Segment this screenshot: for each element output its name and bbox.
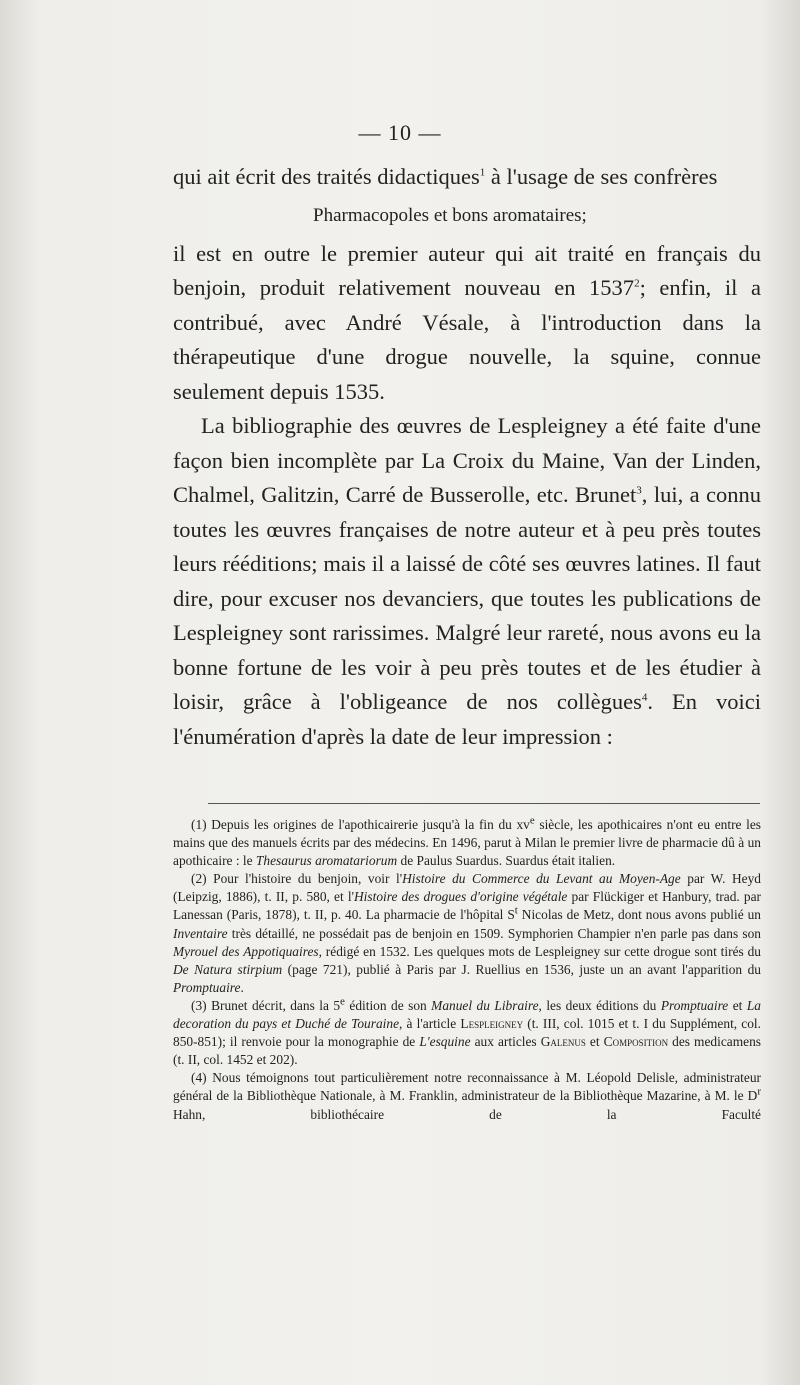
footnote-ref-1: 1 bbox=[479, 166, 486, 179]
main-text bbox=[173, 160, 761, 754]
footnote-ref-3: 3 bbox=[636, 484, 642, 497]
paragraph-3: La bibliographie des œuvres de Lespleigney a été faite d'une façon bien incomplète par La Croix du Maine, Van der Linden, Chalmel, Galitzin, Carré de Busserolle, etc. Brunet$^3$, lui, a connu toutes les œuvres françaises de notre auteur et à peu près toutes leurs rééditions; mais il a laissé de côté ses œuvres latines. Il faut dire, pour excuser nos devanciers, que toutes les publications de Lespleigney sont rarissimes. Malgré leur rareté, nous avons eu la bonne fortune de les voir à peu près toutes et de les étudier à loisir, grâce à l'obligeance de nos collègues$^4$. En voici l'énumération d'après la date de leur impression : bbox=[173, 413, 761, 749]
footnote-divider bbox=[208, 803, 760, 804]
footnote-ref-2: 2 bbox=[634, 277, 640, 290]
footnote-1: (1) Depuis les origines de l'apothicairerie jusqu'à la fin du $xv^e$ siècle, les apothicaires n'ont eu entre les mains que des manuels écrits par des médecins. En 1496, parut à Milan le premier livre de pharmacie dû à un apothicaire : le Thesaurus aromatariorum de Paulus Suardus. Suardus était italien. bbox=[173, 814, 761, 869]
footnote-ref-4: 4 bbox=[641, 691, 648, 704]
paragraph-2: il est en outre le premier auteur qui ait traité en français du benjoin, produit relativement nouveau en 1537$^2$; enfin, il a contribué, avec André Vésale, à l'introduction dans la thérapeutique d'une drogue nouvelle, la squine, connue seulement depuis 1535. bbox=[173, 240, 761, 404]
quotation: Pharmacopoles et bons aromataires; bbox=[313, 204, 587, 226]
footnotes bbox=[173, 816, 761, 1124]
paragraph-1: qui ait écrit des traités didactiques$^1$ à l'usage de ses confrères bbox=[173, 164, 718, 189]
footnote-4: (4) Nous témoignons tout particulièrement notre reconnaissance à M. Léopold Delisle, administrateur général de la Bibliothèque Nationale, à M. Franklin, administrateur de la Bibliothèque Mazarine, à M. le $D^r$ Hahn, bibliothécaire de la Faculté bbox=[173, 1070, 761, 1122]
footnote-2: (2) Pour l'histoire du benjoin, voir l'Histoire du Commerce du Levant au Moyen-Age par W. Heyd (Leipzig, 1886), t. II, p. 580, et l'Histoire des drogues d'origine végétale par Flückiger et Hanbury, trad. par Lanessan (Paris, 1878), t. II, p. 40. La pharmacie de l'hôpital $S^t$ Nicolas de Metz, dont nous avons publié un Inventaire très détaillé, ne possédait pas de benjoin en 1509. Symphorien Champier n'en parle pas dans son Myrouel des Appotiquaires, rédigé en 1532. Les quelques mots de Lespleigney sur cette drogue sont tirés du De Natura stirpium (page 721), publié à Paris par J. Ruellius en 1536, juste un an avant l'apparition du Promptuaire. bbox=[173, 871, 761, 995]
footnote-3: (3) Brunet décrit, dans la 5e édition de son Manuel du Libraire, les deux éditions du Promptuaire et La decoration du pays et Duché de Touraine, à l'article Lespleigney (t. III, col. 1015 et t. I du Supplément, col. 850-851); il renvoie pour la monographie de L'esquine aux articles Galenus et Composition des medicamens (t. II, col. 1452 et 202). bbox=[173, 995, 762, 1068]
page-number: — 10 — bbox=[358, 120, 442, 145]
